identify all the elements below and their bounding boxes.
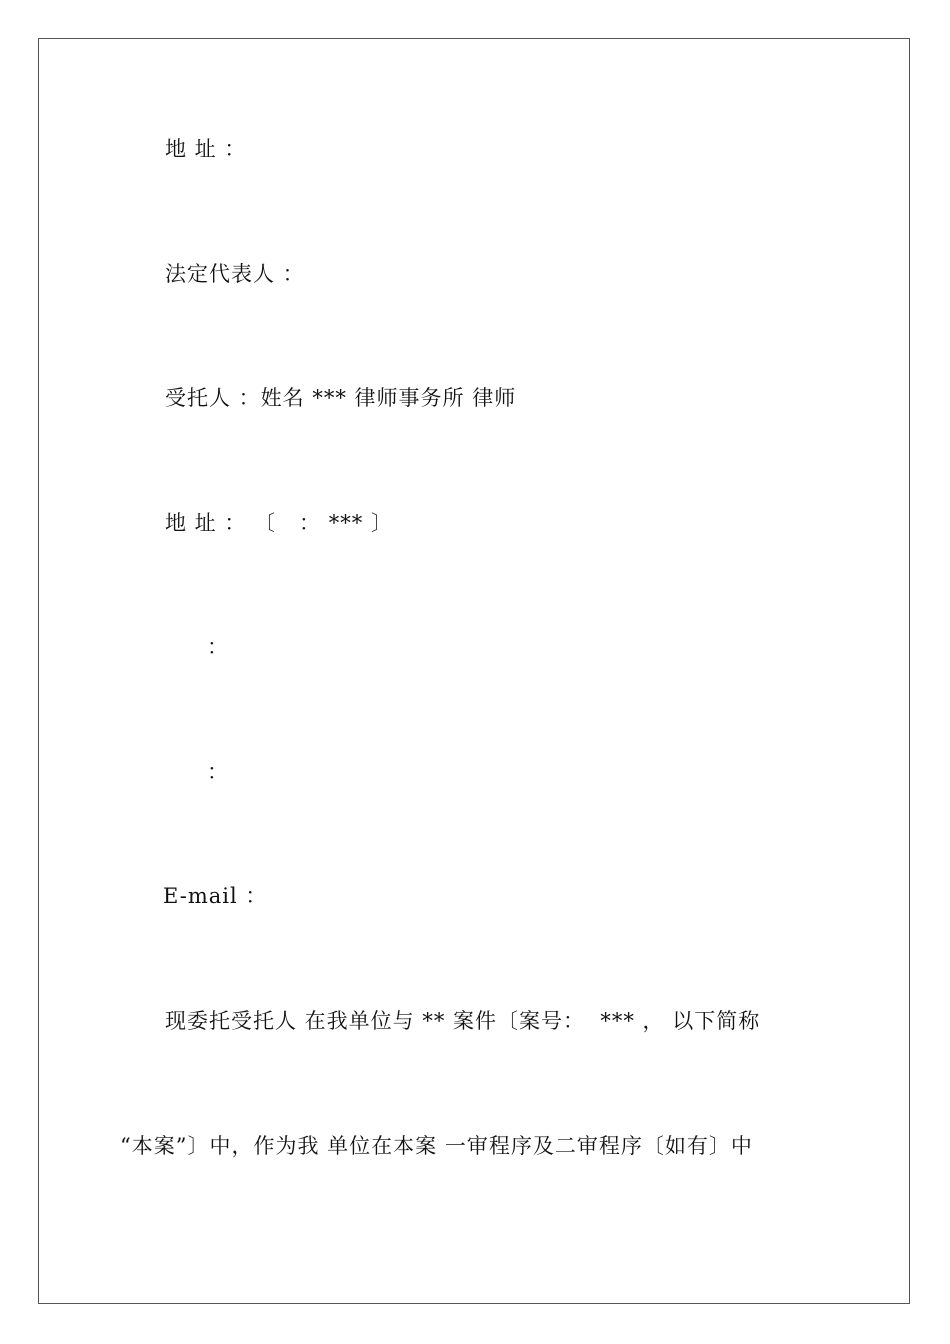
- colon-line-2: ：: [207, 760, 229, 784]
- body-paragraph-line-2: “本案”〕中，作为我 单位在本案 一审程序及二审程序〔如有〕中: [120, 1134, 753, 1158]
- address-line: 地 址 ：: [165, 137, 247, 161]
- legal-representative-line: 法定代表人 ：: [165, 262, 305, 286]
- body-paragraph-line-1: 现委托受托人 在我单位与 ** 案件〔案号： *** ， 以下简称: [165, 1009, 761, 1033]
- email-line: E-mail ：: [163, 884, 268, 908]
- trustee-line: 受托人 ：姓名 *** 律师事务所 律师: [165, 386, 517, 410]
- page-frame: [38, 38, 910, 1304]
- colon-line-1: ：: [207, 635, 229, 659]
- trustee-address-line: 地 址 ： 〔 ： *** 〕: [165, 511, 393, 535]
